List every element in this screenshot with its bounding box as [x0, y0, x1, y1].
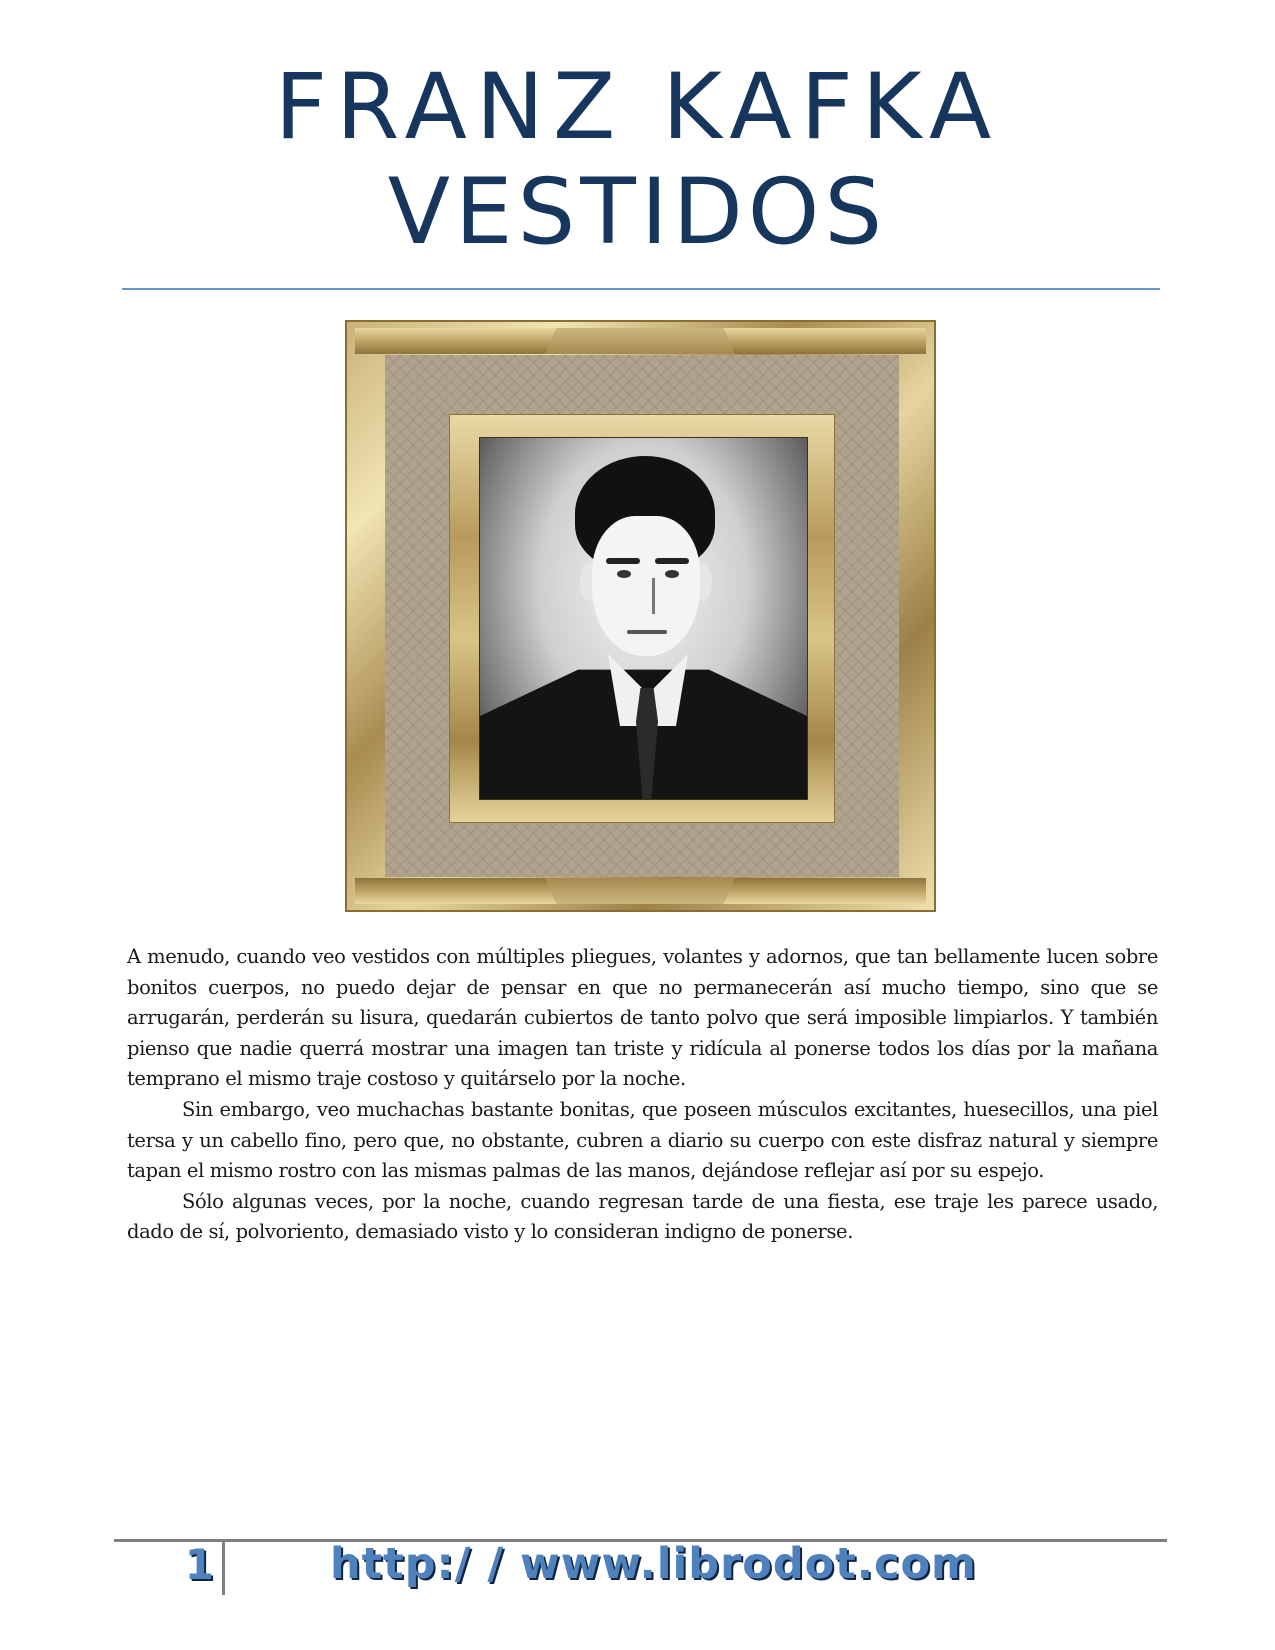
- photo-eye: [617, 570, 631, 578]
- paragraph-2: Sin embargo, veo muchachas bastante bonitas, que poseen músculos excitantes, huesecillos, una piel tersa y un cabello fino, pero que, no obstante, cubren a diario su cuerpo con este disfraz natural y siempre tapan el mismo rostro con las mismas palmas de las manos, dejándose reflejar así por su espejo.: [127, 1097, 1158, 1183]
- photo-nose: [640, 578, 655, 614]
- paragraph-3: Sólo algunas veces, por la noche, cuando regresan tarde de una fiesta, ese traje les parece usado, dado de sí, polvoriento, demasiado visto y lo consideran indigno de ponerse.: [127, 1189, 1158, 1244]
- footer-url-link[interactable]: http:/ / www.librodot.com: [330, 1539, 977, 1589]
- portrait-frame: [345, 320, 936, 912]
- photo-mouth: [627, 630, 667, 634]
- photo-eye: [665, 570, 679, 578]
- inner-gold-frame: [449, 414, 835, 823]
- story-title: VESTIDOS: [387, 160, 888, 265]
- author-heading: FRANZ KAFKA: [274, 55, 1001, 160]
- frame-notch: [545, 878, 735, 904]
- photo-brow: [606, 558, 640, 564]
- frame-bottom-band: [355, 878, 926, 904]
- frame-top-band: [355, 328, 926, 354]
- kafka-portrait-photo: [479, 437, 808, 800]
- page-number: 1: [184, 1540, 214, 1589]
- footer-vertical-bar: [222, 1541, 225, 1595]
- title-divider: [122, 288, 1160, 290]
- frame-notch: [545, 328, 735, 354]
- story-body: [127, 942, 1158, 1248]
- photo-brow: [655, 558, 689, 564]
- paragraph-1: A menudo, cuando veo vestidos con múltiples pliegues, volantes y adornos, que tan bellamente lucen sobre bonitos cuerpos, no puedo dejar de pensar en que no permanecerán así mucho tiempo, sino que se arrugarán, perderán su lisura, quedarán cubiertos de tanto polvo que será imposible limpiarlos. Y también pienso que nadie querrá mostrar una imagen tan triste y ridícula al ponerse todos los días por la mañana temprano el mismo traje costoso y quitárselo por la noche.: [127, 945, 1158, 1091]
